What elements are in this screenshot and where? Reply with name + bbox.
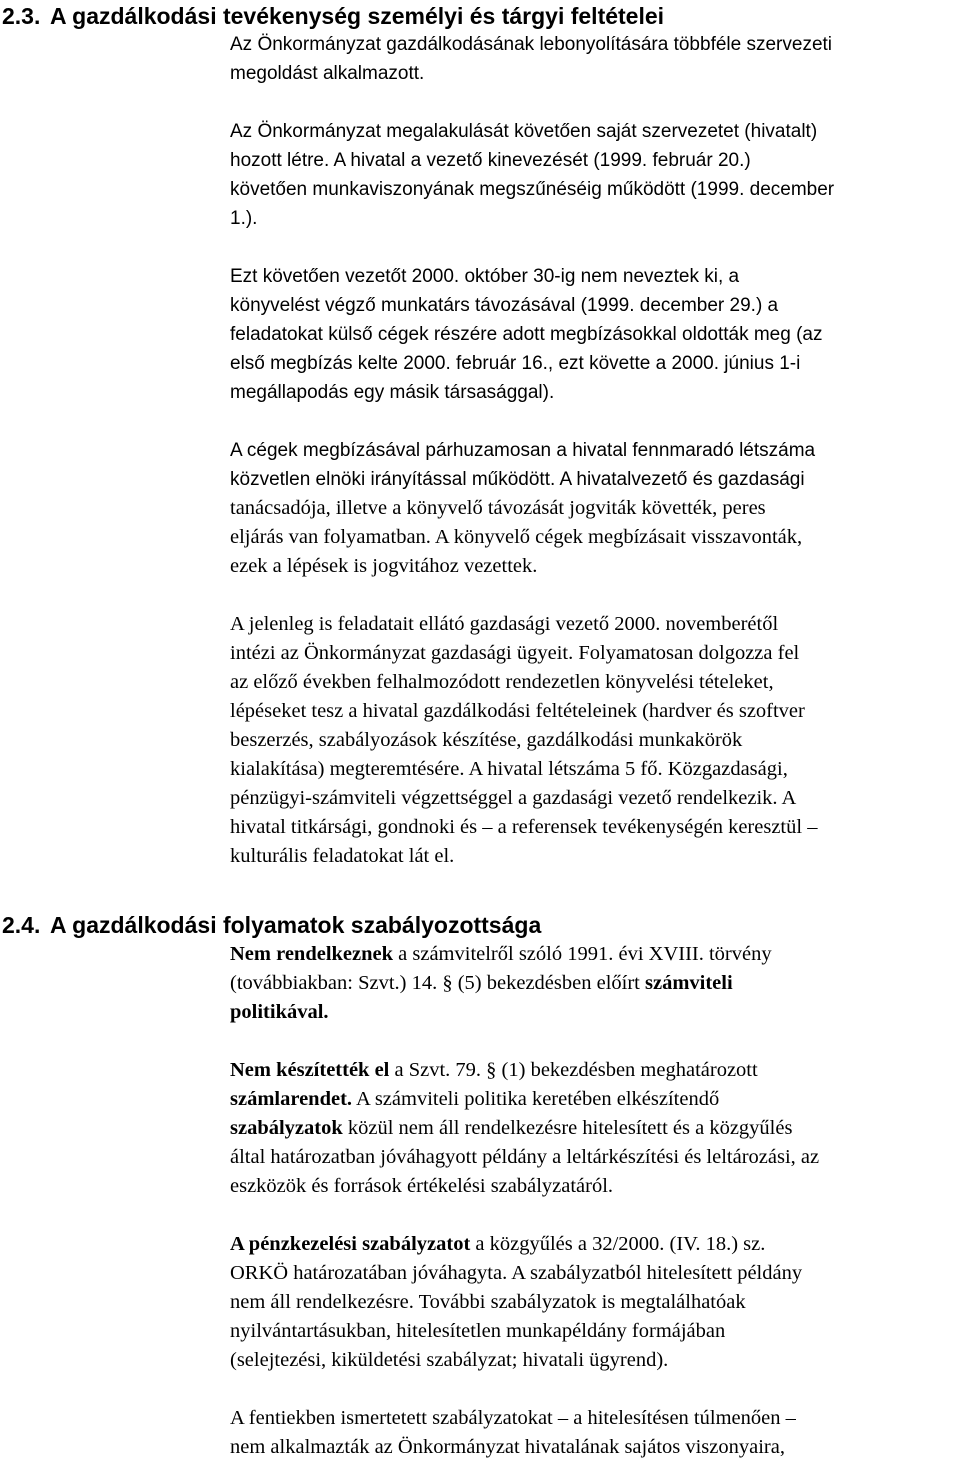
- text-line: [230, 969, 733, 998]
- text-line: által határozatban jóváhagyott példány a leltárkészítési és leltározási, az: [230, 1146, 820, 1168]
- section-title: A gazdálkodási folyamatok szabályozottsága: [50, 912, 542, 938]
- text-span: A számviteli politika keretében elkészítendő: [352, 1088, 720, 1110]
- text-span: a Szvt. 79. § (1) bekezdésben meghatározott: [389, 1059, 758, 1081]
- text-line: intézi az Önkormányzat gazdasági ügyeit. Folyamatosan dolgozza fel: [230, 642, 800, 664]
- text-line: hivatal titkársági, gondnoki és – a referensek tevékenységén keresztül –: [230, 816, 818, 838]
- text-line: Az Önkormányzat megalakulását követően saját szervezetet (hivatalt): [230, 121, 818, 142]
- text-line: nyilvántartásukban, hitelesítetlen munkapéldány formájában: [230, 1320, 726, 1342]
- text-line: [230, 1085, 719, 1114]
- text-line: beszerzés, szabályozások készítése, gazdálkodási munkakörök: [230, 729, 743, 751]
- text-line: eljárás van folyamatban. A könyvelő cégek megbízásait visszavonták,: [230, 526, 803, 548]
- text-line: A jelenleg is feladatait ellátó gazdasági vezető 2000. novemberétől: [230, 613, 779, 635]
- text-line: pénzügyi-számviteli végzettséggel a gazdasági vezető rendelkezik. A: [230, 787, 797, 809]
- text-line: ezek a lépések is jogvitához vezettek.: [230, 555, 538, 577]
- section-title: A gazdálkodási tevékenység személyi és tárgyi feltételei: [50, 3, 665, 29]
- text-span: közül nem áll rendelkezésre hitelesített és a közgyűlés: [342, 1117, 793, 1139]
- text-line: megállapodás egy másik társasággal).: [230, 382, 555, 403]
- emphasis: A pénzkezelési szabályzatot: [230, 1233, 471, 1255]
- text-line: ORKÖ határozatában jóváhagyta. A szabályzatból hitelesített példány: [230, 1262, 803, 1284]
- text-line: Az Önkormányzat gazdálkodásának lebonyolítására többféle szervezeti: [230, 34, 833, 55]
- text-line: eszközök és források értékelési szabályzatáról.: [230, 1175, 614, 1197]
- text-line: könyvelést végző munkatárs távozásával (1999. december 29.) a: [230, 295, 779, 316]
- text-span: a közgyűlés a 32/2000. (IV. 18.) sz.: [470, 1233, 766, 1255]
- emphasis: Nem rendelkeznek: [230, 943, 394, 965]
- text-line: első megbízás kelte 2000. február 16., ezt követte a 2000. június 1-i: [230, 353, 801, 374]
- section-heading-2-4: [2, 911, 541, 940]
- text-line: A fentiekben ismertetett szabályzatokat – a hitelesítésen túlmenően –: [230, 1407, 796, 1429]
- emphasis: számviteli: [645, 972, 733, 994]
- text-span: a számvitelről szóló 1991. évi XVIII. törvény: [393, 943, 772, 965]
- text-span: (továbbiakban: Szvt.) 14. § (5) bekezdésben előírt: [230, 972, 645, 994]
- text-line: tanácsadója, illetve a könyvelő távozását jogviták követték, peres: [230, 497, 766, 519]
- text-line: nem áll rendelkezésre. További szabályzatok is megtalálhatóak: [230, 1291, 746, 1313]
- text-line: Ezt követően vezetőt 2000. október 30-ig nem neveztek ki, a: [230, 266, 740, 287]
- text-line: [230, 998, 329, 1027]
- section-number: 2.3.: [2, 3, 41, 29]
- text-line: kulturális feladatokat lát el.: [230, 845, 455, 867]
- text-line: [230, 1114, 792, 1143]
- text-line: feladatokat külső cégek részére adott megbízásokkal oldották meg (az: [230, 324, 823, 345]
- text-line: 1.).: [230, 208, 258, 229]
- text-line: közvetlen elnöki irányítással működött. A hivatalvezető és gazdasági: [230, 469, 805, 490]
- text-line: hozott létre. A hivatal a vezető kinevezését (1999. február 20.): [230, 150, 751, 171]
- emphasis: Nem készítették el: [230, 1059, 390, 1081]
- text-line: lépéseket tesz a hivatal gazdálkodási feltételeinek (hardver és szoftver: [230, 700, 805, 722]
- text-line: kialakítása) megteremtésére. A hivatal létszáma 5 fő. Közgazdasági,: [230, 758, 788, 780]
- text-line: [230, 940, 772, 969]
- text-line: nem alkalmazták az Önkormányzat hivatalának sajátos viszonyaira,: [230, 1436, 785, 1458]
- section-number: 2.4.: [2, 912, 41, 938]
- emphasis: számlarendet.: [230, 1088, 353, 1110]
- text-line: követően munkaviszonyának megszűnéséig működött (1999. december: [230, 179, 835, 200]
- emphasis: szabályzatok: [230, 1117, 343, 1139]
- text-line: [230, 1230, 765, 1259]
- text-line: (selejtezési, kiküldetési szabályzat; hivatali ügyrend).: [230, 1349, 669, 1371]
- section-heading-2-3: [2, 2, 664, 31]
- text-line: [230, 1056, 758, 1085]
- emphasis: politikával.: [230, 1001, 329, 1023]
- text-line: A cégek megbízásával párhuzamosan a hivatal fennmaradó létszáma: [230, 440, 816, 461]
- text-line: az előző években felhalmozódott rendezetlen könyvelési tételeket,: [230, 671, 774, 693]
- text-line: megoldást alkalmazott.: [230, 63, 425, 84]
